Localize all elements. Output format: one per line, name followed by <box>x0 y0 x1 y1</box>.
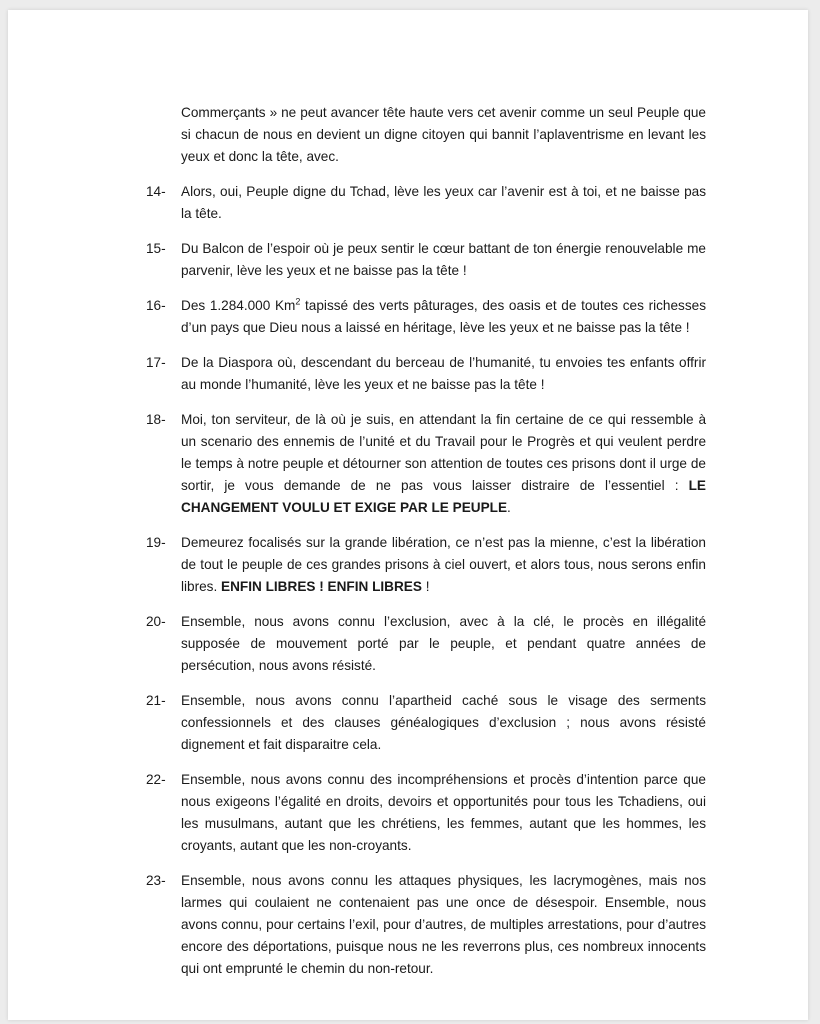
paragraph-number: 14- <box>146 184 166 199</box>
paragraph-number: 23- <box>146 873 166 888</box>
paragraph-text: Du Balcon de l’espoir où je peux sentir le cœur battant de ton énergie renouvelable me parvenir, lève les yeux et ne baisse pas la tête ! <box>181 241 706 278</box>
paragraph-text-end: . <box>507 500 511 515</box>
numbered-paragraph-18 <box>146 409 706 519</box>
paragraph-text-start: Des 1.284.000 Km <box>181 298 296 313</box>
numbered-paragraph-20 <box>146 611 706 677</box>
paragraph-number: 16- <box>146 298 166 313</box>
paragraph-number: 19- <box>146 535 166 550</box>
bold-emphasis: ENFIN LIBRES ! ENFIN LIBRES <box>221 579 422 594</box>
numbered-paragraph-14 <box>146 181 706 225</box>
paragraph-text: Ensemble, nous avons connu l’exclusion, avec à la clé, le procès en illégalité supposée de mouvement porté par le peuple, et pendant quatre années de persécution, nous avons résisté. <box>181 614 706 673</box>
paragraph-number: 20- <box>146 614 166 629</box>
numbered-paragraph-15 <box>146 238 706 282</box>
paragraph-text-start: Demeurez focalisés sur la grande libération, ce n’est pas la mienne, c’est la libération de tout le peuple de ces grandes prisons à ciel ouvert, et alors tous, nous serons enfin libres. <box>181 535 706 594</box>
numbered-paragraph-16 <box>146 295 706 339</box>
paragraph-continuation <box>146 102 706 168</box>
paragraph-text-end: ! <box>421 579 430 594</box>
document-page <box>8 10 808 1020</box>
numbered-paragraph-22 <box>146 769 706 857</box>
paragraph-number: 18- <box>146 412 166 427</box>
paragraph-text: Ensemble, nous avons connu l’apartheid caché sous le visage des serments confessionnels et des clauses généalogiques d’exclusion ; nous avons résisté dignement et fait disparaitre cela. <box>181 693 706 752</box>
paragraph-text <box>181 409 706 519</box>
paragraph-text: Commerçants » ne peut avancer tête haute vers cet avenir comme un seul Peuple que si chacun de nous en devient un digne citoyen qui bannit l’aplaventrisme en levant les yeux et donc la tête, avec. <box>181 105 706 164</box>
paragraph-text: Ensemble, nous avons connu des incompréhensions et procès d’intention parce que nous exigeons l’égalité en droits, devoirs et opportunités pour tous les Tchadiens, oui les musulmans, autant que les chrétiens, les femmes, autant que les hommes, les croyants, autant que les non-croyants. <box>181 772 706 853</box>
bold-emphasis: LE CHANGEMENT VOULU ET EXIGE PAR LE PEUPLE <box>181 478 706 515</box>
numbered-paragraph-23 <box>146 870 706 980</box>
paragraph-text: Alors, oui, Peuple digne du Tchad, lève les yeux car l’avenir est à toi, et ne baisse pas la tête. <box>181 184 706 221</box>
paragraph-text-rest: tapissé des verts pâturages, des oasis et de toutes ces richesses d’un pays que Dieu nous a laissé en héritage, lève les yeux et ne baisse pas la tête ! <box>181 298 706 335</box>
paragraph-text <box>181 295 706 339</box>
numbered-paragraph-19 <box>146 532 706 598</box>
paragraph-text: De la Diaspora où, descendant du berceau de l’humanité, tu envoies tes enfants offrir au monde l’humanité, lève les yeux et ne baisse pas la tête ! <box>181 355 706 392</box>
paragraph-text: Ensemble, nous avons connu les attaques physiques, les lacrymogènes, mais nos larmes qui coulaient ne contenaient pas une once de désespoir. Ensemble, nous avons connu, pour certains l’exil, pour d’autres, de multiples arrestations, pour d’autres encore des déportations, puisque nous ne les reverrons plus, ces nombreux innocents qui ont emprunté le chemin du non-retour. <box>181 873 706 976</box>
paragraph-text <box>181 532 706 598</box>
paragraph-number: 17- <box>146 355 166 370</box>
paragraph-text-start: Moi, ton serviteur, de là où je suis, en attendant la fin certaine de ce qui ressemble à un scenario des ennemis de l’unité et du Travail pour le Progrès et qui veulent perdre le temps à notre peuple et détourner son attention de toutes ces prisons dont il urge de sortir, je vous demande de ne pas vous laisser distraire de l’essentiel : <box>181 412 706 493</box>
numbered-paragraph-17 <box>146 352 706 396</box>
superscript-exponent: 2 <box>295 296 301 307</box>
paragraph-number: 15- <box>146 241 166 256</box>
paragraph-number: 21- <box>146 693 166 708</box>
document-body <box>146 102 706 993</box>
paragraph-number: 22- <box>146 772 166 787</box>
numbered-paragraph-21 <box>146 690 706 756</box>
